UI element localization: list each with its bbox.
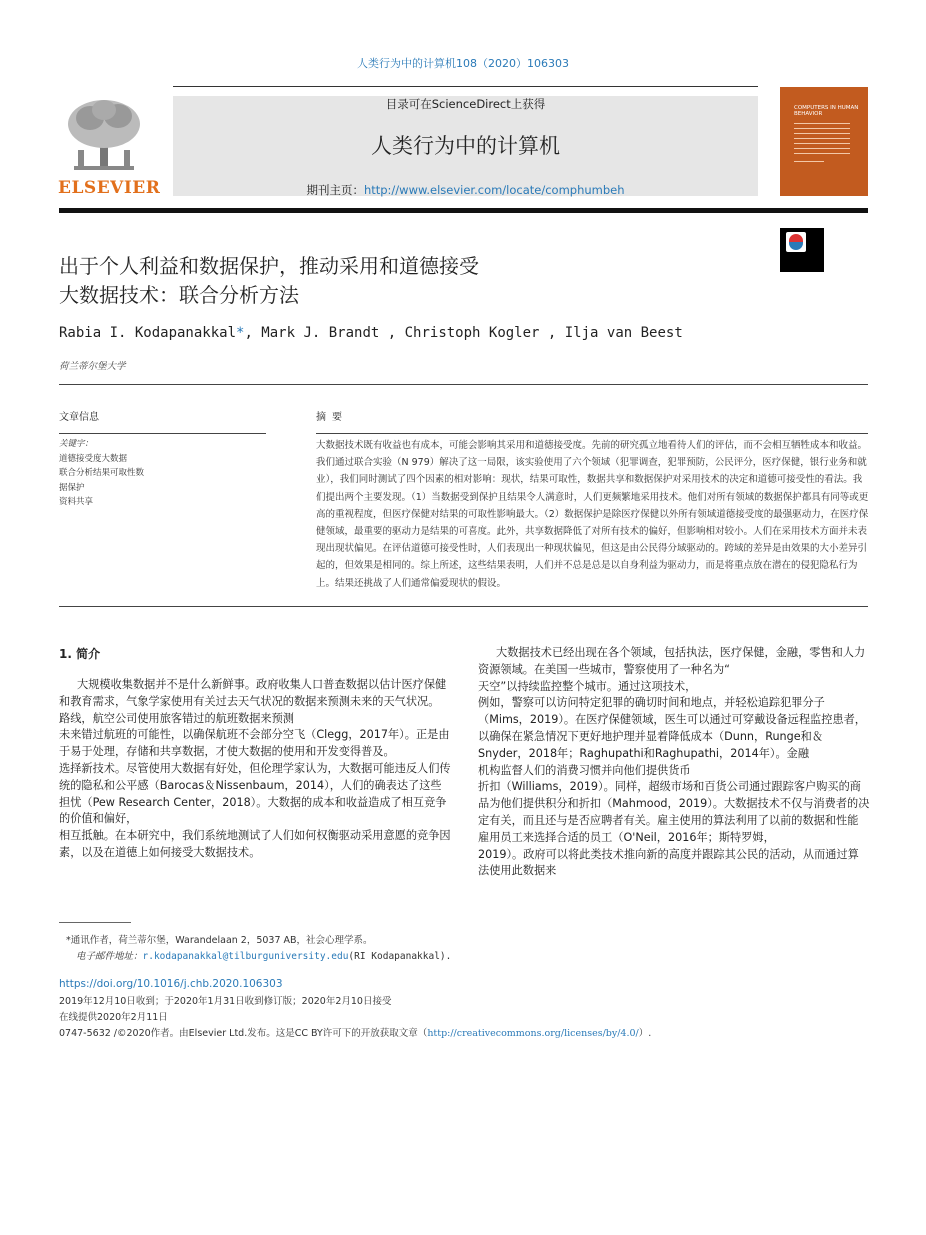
header-thick-rule bbox=[59, 208, 868, 213]
email-note bbox=[76, 948, 451, 962]
cover-title: COMPUTERS IN HUMAN BEHAVIOR bbox=[794, 105, 859, 117]
divider bbox=[59, 433, 266, 434]
paragraph: 选择新技术。尽管使用大数据有好处，但伦理学家认为，大数据可能违反人们传统的隐私和公平感（Barocas＆Nissenbaum，2014），人们的确表达了这些担忧（Pew Research Center，2018）。大数据的成本和收益造成了相互竞争的价值和偏好， bbox=[59, 761, 451, 826]
doi-link[interactable]: https://doi.org/10.1016/j.chb.2020.106303 bbox=[59, 978, 283, 990]
abstract-body: 大数据技术既有收益也有成本，可能会影响其采用和道德接受度。先前的研究孤立地看待人们的评估，而不会相互牺牲成本和收益。我们通过联合实验（N 979）解决了这一局限，该实验使用了六个领域（犯罪调查，犯罪预防，公民评分，医疗保健，银行业务和就业），我们同时测试了四个因素的相对影响：现状，结果可取性，数据共享和数据保护对采用技术的决定和道德可接受性的看法。我们提出两个主要发现。（1）当数据受到保护且结果令人满意时，人们更频繁地采用技术。他们对所有领域的数据保护都具有同等或更高的重视程度，但医疗保健对结果的可取性影响最大。（2）数据保护是除医疗保健以外所有领域道德接受度的最强驱动力，在医疗保健领域，最重要的驱动力是结果的可喜度。此外，共享数据降低了对所有技术的偏好，但影响相对较小。人们在采用技术方面并未表现出现状偏见。在评估道德可接受性时，人们表现出一种现状偏见，但这是由公民得分域驱动的。跨域的差异是由效果的大小差异引起的，但效果是相同的。综上所述，这些结果表明，人们并不总是总是以自身利益为驱动力，而是将重点放在潜在的侵犯隐私行为上。结果还挑战了人们通常偏爱现状的假设。 bbox=[316, 440, 869, 589]
paragraph: 路线，航空公司使用旅客错过的航班数据来预测 bbox=[59, 711, 294, 725]
email-link[interactable]: r.kodapanakkal@tilburguniversity.edu bbox=[142, 951, 349, 962]
online-date: 在线提供2020年2月11日 bbox=[59, 1012, 168, 1023]
affiliation: 荷兰蒂尔堡大学 bbox=[59, 361, 126, 372]
paragraph: 机构监督人们的消费习惯并向他们提供货币 bbox=[478, 763, 691, 777]
license-note bbox=[59, 1025, 651, 1039]
keyword: 资料共享 bbox=[59, 497, 94, 507]
paragraph: 例如，警察可以访问特定犯罪的确切时间和地点，并轻松追踪犯罪分子（Mims，2019）。在医疗保健领域，医生可以通过可穿戴设备远程监控患者，以确保在紧急情况下更好地护理并显着降低成本（Dunn，Runge和＆Snyder，2018年；Raghupathi和Raghupathi，2014年）。金融 bbox=[478, 696, 866, 760]
journal-banner bbox=[173, 96, 758, 196]
homepage-label: 期刊主页： bbox=[306, 183, 364, 197]
contents-availability bbox=[173, 96, 758, 112]
article-title bbox=[59, 252, 759, 310]
crossmark-icon bbox=[786, 232, 806, 252]
received-dates: 2019年12月10日收到；于2020年1月31日收到修订版；2020年2月10日接受 bbox=[59, 996, 392, 1007]
cover-line bbox=[794, 133, 850, 134]
email-suffix: (RI Kodapanakkal). bbox=[348, 951, 452, 962]
paragraph: 大数据技术已经出现在各个领域，包括执法，医疗保健，金融，零售和人力资源领域。在美国一些城市，警察使用了一种名为“ bbox=[478, 646, 866, 676]
first-author[interactable]: Rabia I. Kodapanakkal bbox=[59, 325, 237, 341]
cover-line bbox=[794, 153, 850, 154]
paragraph: 折扣（Williams，2019）。同样，超级市场和百货公司通过跟踪客户购买的商品为他们提供积分和折扣（Mahmood，2019）。大数据技术不仅与消费者的决定有关，而且还与是否应聘者有关。雇主使用的算法利用了以前的数据和性能 bbox=[478, 780, 870, 827]
license-text: 0747-5632 /©2020作者。由Elsevier Ltd.发布。这是CC BY许可下的开放获取文章（ bbox=[59, 1028, 428, 1039]
license-link[interactable]: http://creativecommons.org/licenses/by/4.0/ bbox=[427, 1028, 639, 1039]
cover-line bbox=[794, 138, 850, 139]
paragraph: 2019）。政府可以将此类技术推向新的高度并跟踪其公民的活动，从而通过算法使用此数据来 bbox=[478, 847, 859, 878]
article-info-heading: 文章信息 bbox=[59, 412, 99, 423]
footnote-rule bbox=[59, 922, 131, 923]
body-left-column bbox=[59, 677, 451, 862]
elsevier-tree-icon bbox=[64, 96, 144, 174]
other-authors[interactable]: , Mark J. Brandt , Christoph Kogler , Ilja van Beest bbox=[244, 325, 683, 341]
cover-line bbox=[794, 143, 850, 144]
keyword: 道德接受度大数据 bbox=[59, 453, 128, 464]
keywords-label: 关键字： bbox=[59, 439, 94, 449]
divider bbox=[316, 433, 868, 434]
email-label: 电子邮件地址： bbox=[76, 951, 143, 962]
article-title-line-2: 大数据技术：联合分析方法 bbox=[59, 283, 299, 307]
header-rule bbox=[173, 86, 758, 87]
corresponding-author-note: *通讯作者，荷兰蒂尔堡，Warandelaan 2，5037 AB，社会心理学系。 bbox=[66, 935, 373, 946]
journal-homepage bbox=[173, 182, 758, 198]
cover-line bbox=[794, 123, 850, 124]
license-suffix: ）. bbox=[638, 1028, 652, 1039]
paragraph: 雇用员工来选择合适的员工（O'Neil，2016年；斯特罗姆， bbox=[478, 830, 775, 844]
publisher-logo[interactable] bbox=[58, 96, 161, 200]
article-title-line-1: 出于个人利益和数据保护，推动采用和道德接受 bbox=[59, 254, 479, 278]
cover-line bbox=[794, 128, 850, 129]
journal-citation[interactable]: 人类行为中的计算机108（2020）106303 bbox=[357, 57, 569, 70]
cover-line bbox=[794, 148, 850, 149]
divider bbox=[59, 384, 868, 385]
paragraph: 大规模收集数据并不是什么新鲜事。政府收集人口普查数据以估计医疗保健和教育需求，气象学家使用有关过去天气状况的数据来预测未来的天气状况。 bbox=[59, 678, 447, 708]
publisher-wordmark: ELSEVIER bbox=[58, 178, 161, 198]
contents-text: 目录可在ScienceDirect上获得 bbox=[385, 97, 546, 111]
paragraph: 天空”以持续监控整个城市。通过这项技术， bbox=[478, 679, 697, 693]
journal-title: 人类行为中的计算机 bbox=[371, 134, 560, 158]
divider bbox=[59, 606, 868, 607]
journal-cover-thumbnail[interactable] bbox=[780, 87, 868, 196]
homepage-link[interactable]: http://www.elsevier.com/locate/comphumbeh bbox=[363, 183, 625, 197]
paragraph: 相互抵触。在本研究中，我们系统地测试了人们如何权衡驱动采用意愿的竞争因素，以及在道德上如何接受大数据技术。 bbox=[59, 829, 451, 859]
paragraph: 未来错过航班的可能性，以确保航班不会部分空飞（Clegg，2017年）。正是由于易于处理，存储和共享数据，才使大数据的使用和开发变得普及。 bbox=[59, 728, 450, 759]
corresponding-author-mark[interactable]: * bbox=[236, 325, 245, 341]
keyword: 据保护 bbox=[59, 482, 85, 493]
cover-line bbox=[794, 161, 824, 162]
abstract-heading: 摘要 bbox=[316, 412, 348, 423]
keyword: 联合分析结果可取性数 bbox=[59, 468, 145, 478]
author-list bbox=[59, 325, 683, 341]
section-heading: 1. 简介 bbox=[59, 647, 101, 661]
keywords-block bbox=[59, 437, 269, 510]
check-for-updates-badge[interactable] bbox=[780, 228, 824, 272]
body-right-column bbox=[478, 645, 870, 880]
